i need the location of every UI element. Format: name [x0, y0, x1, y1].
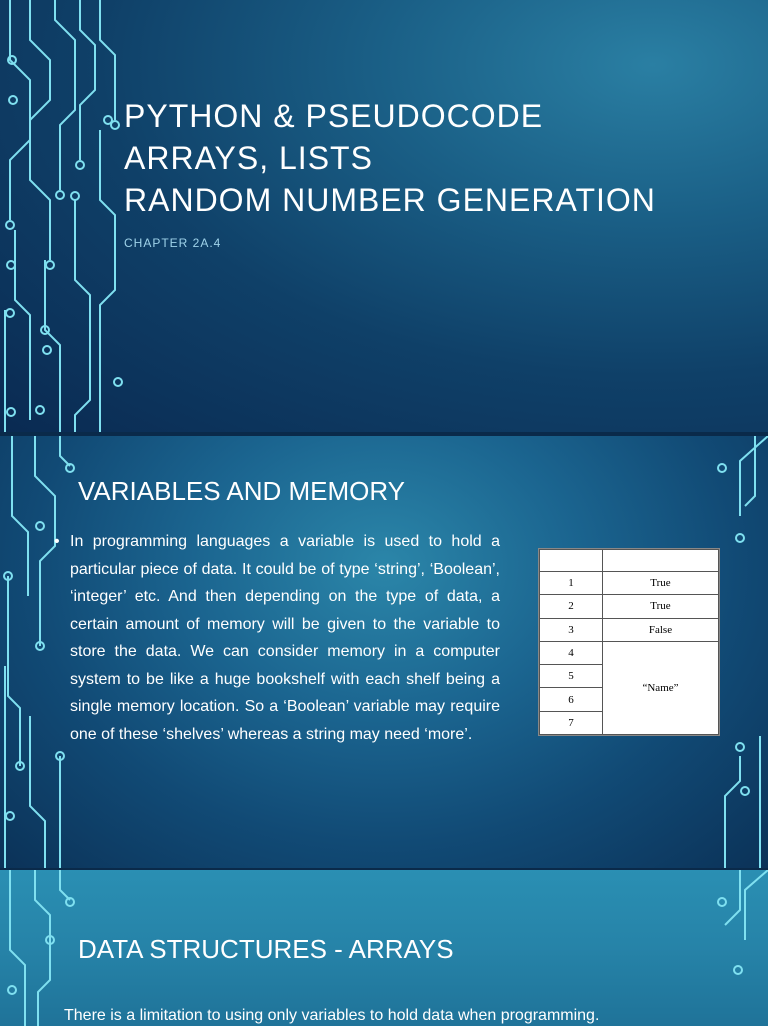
row-index: 7: [540, 711, 603, 734]
row-index: 3: [540, 618, 603, 641]
row-index: 2: [540, 595, 603, 618]
row-index: 5: [540, 665, 603, 688]
memory-table: [538, 548, 720, 736]
variables-memory-slide: [0, 436, 768, 868]
table-header-cell: [540, 550, 603, 572]
slide-heading: VARIABLES AND MEMORY: [78, 476, 406, 506]
bullet-marker: •: [54, 533, 60, 550]
title-line-2: ARRAYS, LISTS: [124, 140, 373, 176]
title-line-3: RANDOM NUMBER GENERATION: [124, 182, 656, 218]
title-slide: [0, 0, 768, 432]
slide-title: [124, 95, 656, 221]
table-header-cell: [603, 550, 719, 572]
row-value: True: [603, 572, 719, 595]
bullet-text: In programming languages a variable is used to hold a particular piece of data. It could be of type ‘string’, ‘Boolean’, ‘integer’ etc. And then depending on the type of data, a certain amount of memory will be given to the variable to store the data. We can consider memory in a computer system to be like a huge bookshelf with each shelf being a single memory location. So a ‘Boolean’ variable may require one of these ‘shelves’ whereas a string may need ‘more’.: [70, 533, 500, 743]
row-value: False: [603, 618, 719, 641]
slide-paragraph: There is a limitation to using only variables to hold data when programming.: [64, 1007, 600, 1024]
row-value: True: [603, 595, 719, 618]
row-index: 4: [540, 641, 603, 664]
data-structures-slide: [0, 870, 768, 1026]
title-line-1: PYTHON & PSEUDOCODE: [124, 98, 544, 134]
table-row: [540, 641, 719, 664]
row-index: 6: [540, 688, 603, 711]
table-row: [540, 572, 719, 595]
slide-subtitle: CHAPTER 2A.4: [124, 236, 222, 250]
table-row: [540, 618, 719, 641]
slide-heading: DATA STRUCTURES - ARRAYS: [78, 934, 454, 964]
bullet-item: [54, 528, 500, 748]
row-index: 1: [540, 572, 603, 595]
row-value-merged: “Name”: [603, 641, 719, 734]
table-row: [540, 595, 719, 618]
